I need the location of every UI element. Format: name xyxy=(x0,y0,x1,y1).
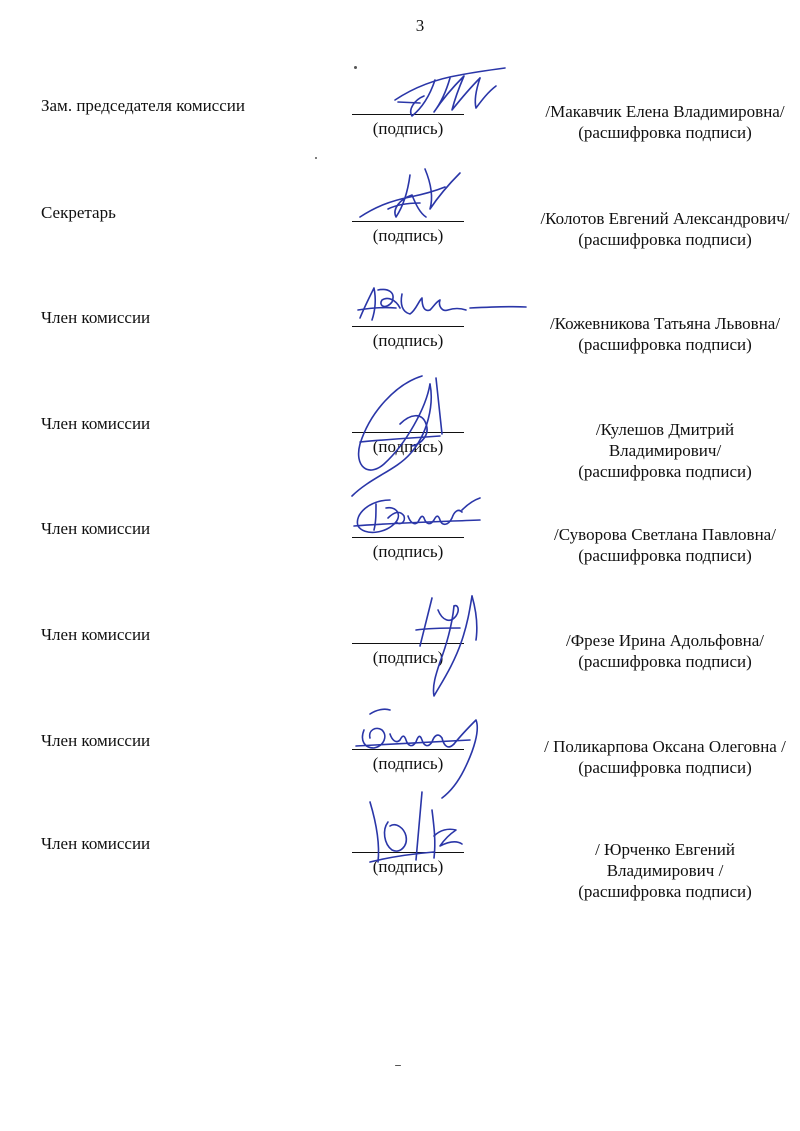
decode-caption: (расшифровка подписи) xyxy=(578,652,752,671)
signature-line xyxy=(352,852,464,853)
signature-row-secretary xyxy=(0,203,800,303)
signer-name: /Кулешов Дмитрий Владимирович/ xyxy=(595,420,735,460)
signature-decode xyxy=(540,524,790,566)
signature-row-member xyxy=(0,308,800,408)
signature-caption: (подпись) xyxy=(372,119,444,138)
signature-line xyxy=(352,221,464,222)
signature-decode xyxy=(540,736,790,778)
signature-row-member xyxy=(0,625,800,725)
signer-name: /Кожевникова Татьяна Львовна/ xyxy=(549,314,781,333)
signature-row-member xyxy=(0,414,800,514)
page-number: 3 xyxy=(415,16,425,35)
role-label: Член комиссии xyxy=(41,731,151,750)
decode-caption: (расшифровка подписи) xyxy=(578,758,752,777)
signature-caption: (подпись) xyxy=(372,542,444,561)
signature-row-member xyxy=(0,834,800,934)
decode-caption: (расшифровка подписи) xyxy=(578,335,752,354)
signature-line xyxy=(352,114,464,115)
decode-caption: (расшифровка подписи) xyxy=(578,230,752,249)
signer-name: / Поликарпова Оксана Олеговна / xyxy=(544,737,786,756)
signature-row-deputy-chair xyxy=(0,96,800,196)
role-label: Секретарь xyxy=(41,203,116,222)
signature-line xyxy=(352,643,464,644)
scan-speck xyxy=(354,66,357,69)
signer-name: / Юрченко Евгений Владимирович / xyxy=(595,840,735,880)
signature-decode xyxy=(540,419,790,482)
signer-name: /Суворова Светлана Павловна/ xyxy=(554,525,776,544)
signature-caption: (подпись) xyxy=(372,437,444,456)
signer-name: /Фрезе Ирина Адольфовна/ xyxy=(565,631,765,650)
role-label: Член комиссии xyxy=(41,519,151,538)
decode-caption: (расшифровка подписи) xyxy=(578,462,752,481)
signature-decode xyxy=(540,101,790,143)
signature-caption: (подпись) xyxy=(372,648,444,667)
signature-line xyxy=(352,537,464,538)
signature-line xyxy=(352,432,464,433)
signature-row-member xyxy=(0,519,800,619)
role-label: Зам. председателя комиссии xyxy=(41,96,245,115)
signature-line xyxy=(352,749,464,750)
signature-caption: (подпись) xyxy=(372,226,444,245)
role-label: Член комиссии xyxy=(41,308,151,327)
signer-name: /Колотов Евгений Александрович/ xyxy=(540,209,790,228)
signer-name: /Макавчик Елена Владимировна/ xyxy=(545,102,785,121)
role-label: Член комиссии xyxy=(41,625,151,644)
scan-speck xyxy=(395,1065,401,1066)
decode-caption: (расшифровка подписи) xyxy=(578,546,752,565)
decode-caption: (расшифровка подписи) xyxy=(578,123,752,142)
role-label: Член комиссии xyxy=(41,834,151,853)
signature-caption: (подпись) xyxy=(372,331,444,350)
decode-caption: (расшифровка подписи) xyxy=(578,882,752,901)
signature-decode xyxy=(540,208,790,250)
role-label: Член комиссии xyxy=(41,414,151,433)
signature-decode xyxy=(540,630,790,672)
signature-decode xyxy=(540,839,790,902)
signature-row-member xyxy=(0,731,800,831)
scan-speck xyxy=(315,157,317,159)
signature-decode xyxy=(540,313,790,355)
signature-caption: (подпись) xyxy=(372,857,444,876)
signature-line xyxy=(352,326,464,327)
signature-caption: (подпись) xyxy=(372,754,444,773)
